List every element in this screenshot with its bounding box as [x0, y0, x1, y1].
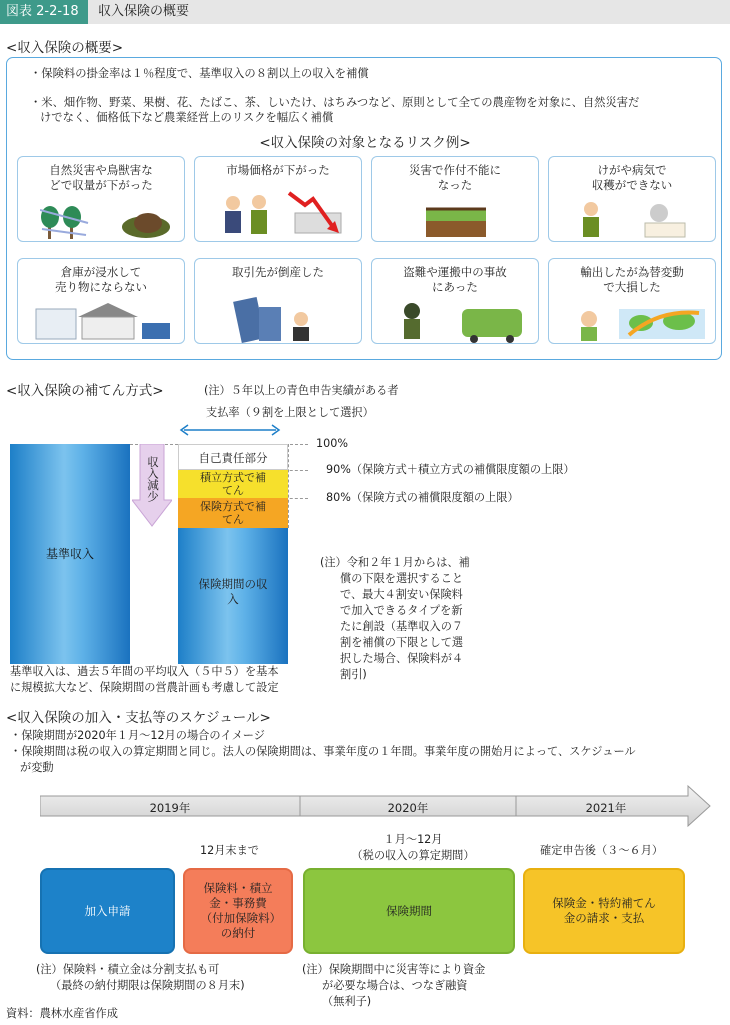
- december-label: 12月末まで: [200, 844, 259, 857]
- line-vertical: [288, 444, 289, 528]
- world-map-icon: [559, 299, 709, 346]
- schedule-bullet: ・保険期間は税の収入の算定期間と同じ。法人の保険期間は、事業年度の１年間。事業年度の開始月によって、スケジュール: [10, 745, 636, 758]
- note-line: たに創設（基準収入の７: [340, 620, 464, 633]
- risk-label: [549, 265, 715, 295]
- premium-payment-box: [183, 868, 293, 954]
- note-line: で加入できるタイプを新: [340, 604, 463, 617]
- schedule-bullet: ・保険期間が2020年１月～12月の場合のイメージ: [10, 729, 265, 742]
- note-line: 償の下限を選択すること: [340, 572, 464, 585]
- source-note: 資料：農林水産省作成: [6, 1007, 118, 1020]
- tsumitate-label: 積立方式で補てん: [200, 471, 266, 497]
- pct-80-label: 80%（保険方式の補償限度額の上限）: [326, 491, 519, 504]
- claim-box: [523, 868, 685, 954]
- reiwa-note: [320, 555, 470, 683]
- period-income-label: 保険期間の収入: [198, 577, 268, 606]
- bridge-loan-note: [302, 962, 485, 1010]
- risk-label-line: 災害で作付不能に: [409, 163, 501, 177]
- flooded-warehouse-icon: [34, 301, 174, 344]
- price-down-icon: [285, 189, 345, 240]
- note-line: 択した場合、保険料が４: [340, 652, 464, 665]
- claim-label: 保険金・特約補てん金の請求・支払: [552, 896, 656, 925]
- risk-label: 市場価格が下がった: [226, 163, 330, 177]
- year-2020: 2020年: [387, 801, 429, 815]
- boar-icon: [120, 207, 172, 242]
- base-income-description: [10, 664, 279, 696]
- risk-card-flood: [17, 258, 185, 344]
- risk-card-bankrupt: [194, 258, 362, 344]
- figure-number: 図表 2-2-18: [0, 0, 88, 24]
- note-line: （無利子): [322, 995, 372, 1008]
- injured-farmer-icon: [571, 199, 691, 244]
- compensation-heading: <収入保険の補てん方式>: [6, 383, 164, 399]
- risk-label: [372, 265, 538, 295]
- insurance-period-range: [302, 832, 524, 864]
- apply-label: 加入申請: [84, 903, 131, 918]
- schedule-heading: <収入保険の加入・支払等のスケジュール>: [6, 710, 271, 726]
- note-line: で、最大４割安い保険料: [340, 588, 463, 601]
- desc-line: に規模拡大など、保険期間の営農計画も考慮して設定: [10, 681, 279, 694]
- schedule-bullet: が変動: [20, 761, 54, 774]
- note-line: 割を補償の下限として選: [340, 636, 464, 649]
- hoken-label: 保険方式で補てん: [200, 500, 266, 526]
- overview-bullet-2-cont: けでなく、価格低下など農業経営上のリスクを幅広く補償: [40, 111, 334, 124]
- blue-return-note: (注）５年以上の青色申告実績がある者: [204, 384, 399, 397]
- note-line: （最終の納付期限は保険期間の８月末): [50, 979, 245, 992]
- premium-payment-label: 保険料・積立金・事務費（付加保険料）の納付: [200, 881, 276, 940]
- risk-card-theft: [371, 258, 539, 344]
- insurance-period-label: 保険期間: [386, 903, 432, 918]
- self-responsibility-label: 自己責任部分: [198, 451, 268, 465]
- risk-label-line: 売り物にならない: [55, 280, 147, 294]
- installment-note: [36, 962, 245, 994]
- risk-card-injury: [548, 156, 716, 242]
- risk-label: [18, 265, 184, 295]
- risk-card-unplantable: [371, 156, 539, 242]
- schedule-bullets: [10, 728, 636, 776]
- thief-truck-icon: [396, 299, 526, 346]
- figure-title: 収入保険の概要: [98, 4, 190, 19]
- note-line: (注）保険料・積立金は分割支払も可: [36, 963, 220, 976]
- range-line: １月～12月: [383, 833, 443, 846]
- overview-heading: <収入保険の概要>: [6, 40, 124, 56]
- risk-card-disaster: [17, 156, 185, 242]
- risk-label: 自然災害や鳥獣害などで収量が下がった: [49, 163, 153, 192]
- risk-card-price: [194, 156, 362, 242]
- pct-100-label: 100%: [316, 437, 348, 450]
- note-line: 割引): [340, 668, 367, 681]
- note-line: が必要な場合は、つなぎ融資: [322, 979, 468, 992]
- risk-label-line: 倉庫が浸水して: [60, 265, 142, 279]
- insurance-period-box: [303, 868, 515, 954]
- note-line: (注）保険期間中に災害等により資金: [302, 963, 486, 976]
- risk-card-exchange: [548, 258, 716, 344]
- payment-rate-label: 支払率（９割を上限として選択）: [206, 406, 374, 419]
- note-line: (注）令和２年１月からは、補: [320, 556, 470, 569]
- overview-bullet-2: ・米、畑作物、野菜、果樹、花、たばこ、茶、しいたけ、はちみつなど、原則として全ての農産物を対象に、自然災害だ: [30, 96, 640, 109]
- flooded-field-icon: [424, 199, 488, 242]
- overview-bullet-1: ・保険料の掛金率は１％程度で、基準収入の８割以上の収入を補償: [30, 67, 369, 80]
- risk-label-line: で大損した: [603, 280, 661, 294]
- risk-label-line: 収穫ができない: [591, 178, 673, 192]
- storm-tree-icon: [40, 205, 90, 242]
- year-2019: 2019年: [149, 801, 191, 815]
- desc-line: 基準収入は、過去５年間の平均収入（５中５）を基本: [10, 665, 279, 678]
- apply-box: [40, 868, 175, 954]
- risk-label-line: にあった: [432, 280, 478, 294]
- payment-rate-arrow-icon: [178, 424, 282, 439]
- year-2021: 2021年: [585, 801, 627, 815]
- risk-label-line: 輸出したが為替変動: [580, 265, 684, 279]
- risk-label: 取引先が倒産した: [232, 265, 324, 279]
- risk-label-line: けがや病気で: [597, 163, 667, 177]
- range-line: （税の収入の算定期間）: [351, 849, 475, 862]
- farmer-icon: [219, 193, 275, 242]
- collapsed-building-icon: [229, 289, 329, 346]
- tax-filing-label: 確定申告後（３～６月）: [540, 844, 664, 857]
- risk-label-line: 盗難や運搬中の事故: [403, 265, 507, 279]
- decrease-label: 収入減少: [146, 456, 160, 502]
- risk-label: [372, 163, 538, 193]
- pct-90-label: 90%（保険方式＋積立方式の補償限度額の上限）: [326, 463, 575, 476]
- base-income-label: 基準収入: [45, 547, 94, 561]
- risk-heading: <収入保険の対象となるリスク例>: [259, 135, 471, 151]
- risk-label: [549, 163, 715, 193]
- risk-label-line: なった: [437, 178, 473, 192]
